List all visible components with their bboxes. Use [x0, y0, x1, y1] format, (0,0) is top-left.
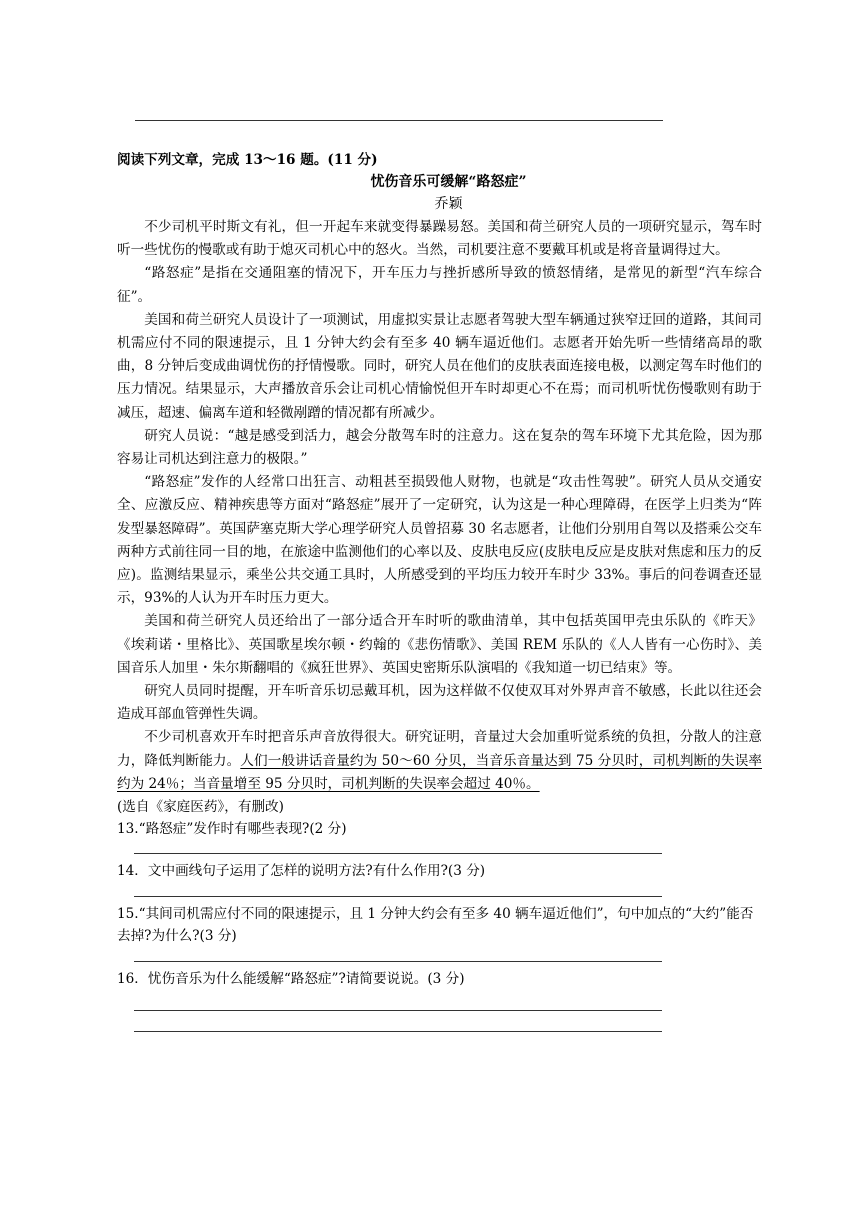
article-title: 忧伤音乐可缓解“路怒症”: [370, 174, 527, 190]
article-paragraph: 不少司机平时斯文有礼，但一开起车来就变得暴躁易怒。美国和荷兰研究人员的一项研究显示，驾车时听一些忧伤的慢歌或有助于熄灭司机心中的怒火。当然，司机要注意不要戴耳机或是将音量调得过大。: [117, 219, 762, 259]
underlined-sentence: 人们一般讲话音量约为 50～60 分贝，当音乐音量达到 75 分贝时，司机判断的失误率约为 24％；当音量增至 95 分贝时，司机判断的失误率会超过 40％。: [117, 752, 762, 792]
article-paragraph: 美国和荷兰研究人员还给出了一部分适合开车时听的歌曲清单，其中包括英国甲壳虫乐队的《昨天》《埃莉诺・里格比》、英国歌星埃尔顿・约翰的《悲伤情歌》、美国 REM 乐队的《人人皆有一心伤时》、美国音乐人加里・朱尔斯翻唱的《疯狂世界》、英国史密斯乐队演唱的《我知道一切已结束》等。: [117, 613, 762, 676]
article-paragraph-last: [117, 726, 762, 796]
article-source: (选自《家庭医药》，有删改): [117, 799, 284, 816]
article-paragraph: “路怒症”是指在交通阻塞的情况下，开车压力与挫折感所导致的愤怒情绪，是常见的新型“汽车综合征”。: [117, 265, 762, 305]
answer-line[interactable]: [134, 1010, 662, 1011]
answer-line[interactable]: [134, 1031, 662, 1032]
question-text: 16．忧伤音乐为什么能缓解“路怒症”?请简要说说。(3 分): [117, 971, 465, 988]
question-15: [117, 903, 762, 962]
question-14: [117, 860, 762, 897]
article-paragraph: 研究人员说：“越是感受到活力，越会分散驾车时的注意力。这在复杂的驾车环境下尤其危险，因为那容易让司机达到注意力的极限。”: [117, 427, 762, 468]
question-text: 15.“其间司机需应付不同的限速提示，且 1 分钟大约会有至多 40 辆车逼近他们”，句中加点的“大约”能否去掉?为什么?(3 分): [117, 906, 754, 945]
article-paragraph: “路怒症”发作的人经常口出狂言、动粗甚至损毁他人财物，也就是“攻击性驾驶”。研究人员从交通安全、应激反应、精神疾患等方面对“路怒症”展开了一定研究，认为这是一种心理障碍，在医学上归类为“阵发型暴怒障碍”。英国萨塞克斯大学心理学研究人员曾招募 30 名志愿者，让他们分别用自驾以及搭乘公交车两种方式前往同一目的地，在旅途中监测他们的心率以及、皮肤电反应(皮肤电反应是皮肤对焦虑和压力的反应)。监测结果显示，乘坐公共交通工具时，人所感受到的平均压力较开车时少 33%。事后的问卷调查还显示，93%的人认为开车时压力更大。: [117, 474, 762, 607]
question-13: [117, 818, 762, 854]
question-text: 13.“路怒症”发作时有哪些表现?(2 分): [117, 821, 347, 838]
article-author: 乔颖: [434, 196, 463, 212]
paragraph-plain-text: 不少司机喜欢开车时把音乐声音放得很大。研究证明，音量过大会加重听觉系统的负担，分散人的注意力，降低判断能力。: [117, 729, 762, 769]
question-16: [117, 968, 762, 1032]
header-rule: [135, 120, 663, 121]
article-paragraph: 研究人员同时提醒，开车听音乐切忌戴耳机，因为这样做不仅使双耳对外界声音不敏感，长此以往还会造成耳部血管弹性失调。: [117, 683, 762, 723]
answer-line[interactable]: [134, 853, 662, 854]
reading-instruction: 阅读下列文章，完成 13～16 题。(11 分): [117, 152, 378, 168]
exam-page: [117, 149, 762, 1032]
answer-line[interactable]: [134, 896, 662, 897]
answer-line[interactable]: [134, 961, 662, 962]
article-paragraph: 美国和荷兰研究人员设计了一项测试，用虚拟实景让志愿者驾驶大型车辆通过狭窄迂回的道路，其间司机需应付不同的限速提示，且 1 分钟大约会有至多 40 辆车逼近他们。志愿者开始先听一些情绪高昂的歌曲，8 分钟后变成曲调忧伤的抒情慢歌。同时，研究人员在他们的皮肤表面连接电极，以测定驾车时他们的压力情况。结果显示，大声播放音乐会让司机心情愉悦但开车时却更心不在焉；而司机听忧伤慢歌则有助于减压，超速、偏离车道和轻微剐蹭的情况都有所减少。: [117, 311, 762, 421]
question-text: 14．文中画线句子运用了怎样的说明方法?有什么作用?(3 分): [117, 863, 486, 880]
